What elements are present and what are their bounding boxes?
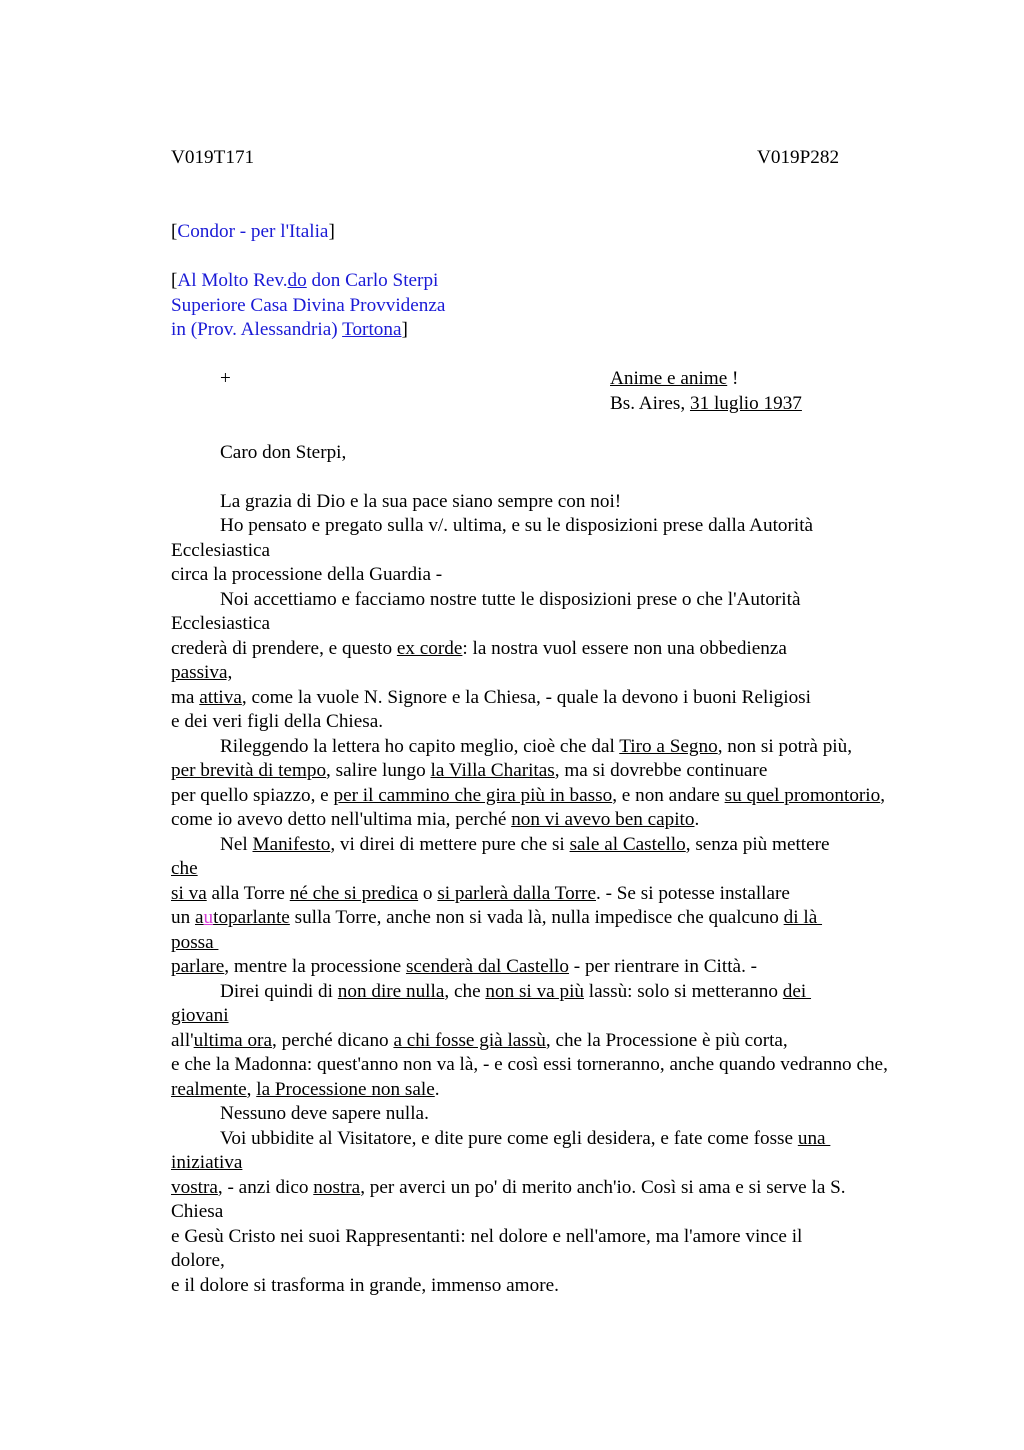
cross-mark: +: [220, 368, 231, 389]
address-line-3: in (Prov. Alessandria) Tortona]: [171, 319, 408, 340]
body-line: iniziativa: [171, 1152, 243, 1173]
body-line: parlare, mentre la processione scenderà dal Castello - per rientrare in Città. -: [171, 956, 758, 977]
body-line: ma attiva, come la vuole N. Signore e la Chiesa, - quale la devono i buoni Religiosi: [171, 687, 811, 708]
body-line: Direi quindi di non dire nulla, che non si va più lassù: solo si metteranno dei: [220, 981, 812, 1002]
body-line: La grazia di Dio e la sua pace siano sempre con noi!: [220, 491, 622, 512]
body-line: Noi accettiamo e facciamo nostre tutte le disposizioni prese o che l'Autorità: [220, 589, 801, 610]
body-line: un autoparlante sulla Torre, anche non si vada là, nulla impedisce che qualcuno di là: [171, 907, 823, 928]
body-line: Rileggendo la lettera ho capito meglio, cioè che dal Tiro a Segno, non si potrà più,: [220, 736, 853, 757]
body-line: Voi ubbidite al Visitatore, e dite pure come egli desidera, e fate come fosse una: [220, 1128, 831, 1149]
body-line: Chiesa: [171, 1201, 224, 1222]
body-line: come io avevo detto nell'ultima mia, perché non vi avevo ben capito.: [171, 809, 700, 830]
body-line: e il dolore si trasforma in grande, immenso amore.: [171, 1275, 559, 1296]
body-line: Nessuno deve sapere nulla.: [220, 1103, 429, 1124]
body-line: passiva,: [171, 662, 233, 683]
body-line: per brevità di tempo, salire lungo la Villa Charitas, ma si dovrebbe continuare: [171, 760, 768, 781]
body-line: realmente, la Processione non sale.: [171, 1079, 440, 1100]
body-line: Ecclesiastica: [171, 540, 271, 561]
routing-note: [Condor - per l'Italia]: [171, 221, 335, 242]
address-line-1: [Al Molto Rev.do don Carlo Sterpi: [171, 270, 439, 291]
dateline: Bs. Aires, 31 luglio 1937: [610, 393, 802, 414]
header-left-code: V019T171: [171, 147, 255, 168]
body-line: all'ultima ora, perché dicano a chi fosse già lassù, che la Processione è più corta,: [171, 1030, 788, 1051]
body-line: si va alla Torre né che si predica o si parlerà dalla Torre. - Se si potesse installare: [171, 883, 790, 904]
body-line: vostra, - anzi dico nostra, per averci un po' di merito anch'io. Così si ama e si serve la S.: [171, 1177, 846, 1198]
salutation: Caro don Sterpi,: [220, 442, 347, 463]
body-line: possa: [171, 932, 219, 953]
body-line: che: [171, 858, 198, 879]
body-line: giovani: [171, 1005, 229, 1026]
body-line: Nel Manifesto, vi direi di mettere pure che si sale al Castello, senza più mettere: [220, 834, 830, 855]
motto: Anime e anime !: [610, 368, 739, 389]
body-line: circa la processione della Guardia -: [171, 564, 443, 585]
body-line: crederà di prendere, e questo ex corde: la nostra vuol essere non una obbedienza: [171, 638, 787, 659]
body-line: e dei veri figli della Chiesa.: [171, 711, 384, 732]
header-right-code: V019P282: [757, 147, 840, 168]
body-line: Ecclesiastica: [171, 613, 271, 634]
body-line: e Gesù Cristo nei suoi Rappresentanti: nel dolore e nell'amore, ma l'amore vince il: [171, 1226, 803, 1247]
body-line: Ho pensato e pregato sulla v/. ultima, e su le disposizioni prese dalla Autorità: [220, 515, 814, 536]
body-line: per quello spiazzo, e per il cammino che gira più in basso, e non andare su quel promontorio,: [171, 785, 886, 806]
body-line: dolore,: [171, 1250, 225, 1271]
body-line: e che la Madonna: quest'anno non va là, - e così essi torneranno, anche quando vedranno che,: [171, 1054, 888, 1075]
address-line-2: Superiore Casa Divina Provvidenza: [171, 295, 446, 316]
